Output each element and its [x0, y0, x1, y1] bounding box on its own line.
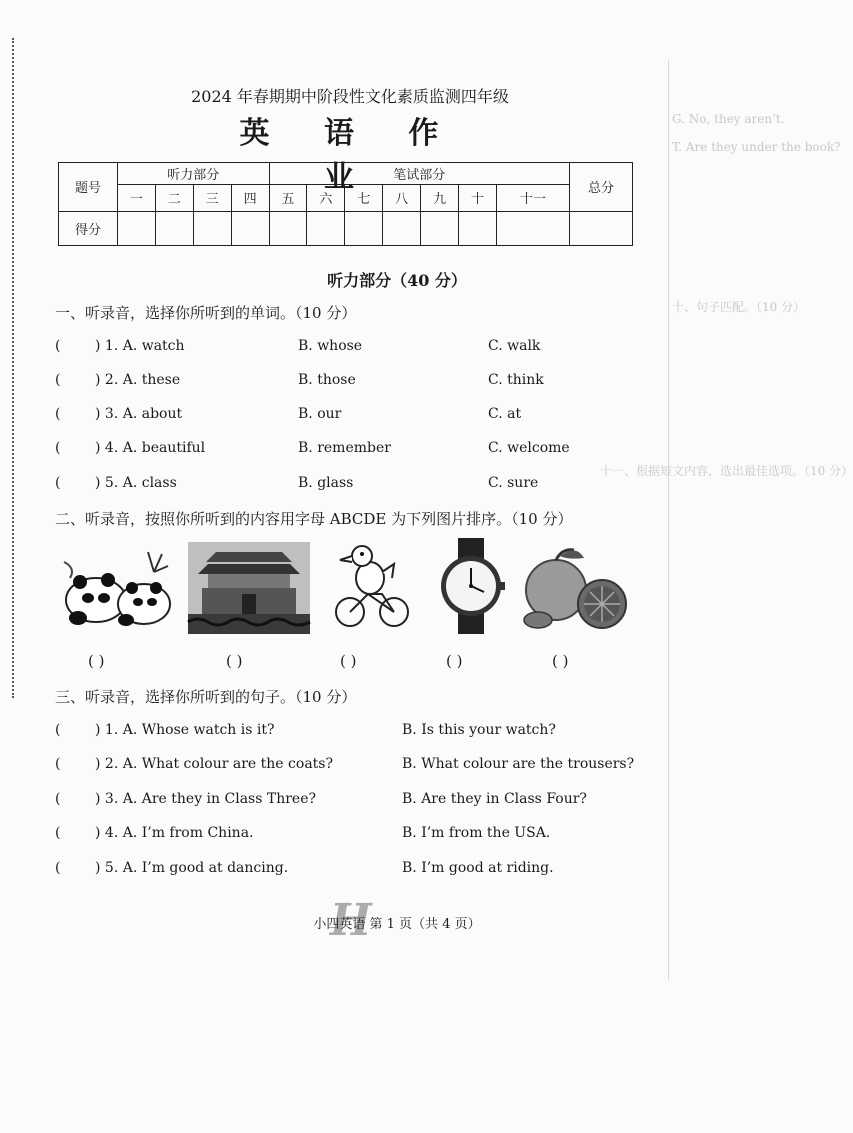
- answer-paren[interactable]: (: [55, 440, 61, 456]
- question-number: 四: [231, 185, 269, 211]
- option-a: ) 3. A. about: [95, 406, 183, 422]
- option-c: C. think: [488, 372, 544, 388]
- question-number: 一: [118, 185, 156, 211]
- picture-answer-blank[interactable]: ( ): [446, 652, 463, 670]
- question-number: 七: [345, 185, 383, 211]
- bleed-text: 十、句子匹配。（10 分）: [672, 300, 806, 314]
- score-cell[interactable]: [383, 211, 421, 245]
- bleed-text: T. Are they under the book?: [672, 140, 841, 154]
- sentence-row: [0, 791, 794, 813]
- panda-picture: [58, 542, 178, 630]
- written-part-header: 笔试部分: [269, 163, 569, 185]
- option-c: C. welcome: [488, 440, 570, 456]
- score-cell[interactable]: [193, 211, 231, 245]
- option-b: B. whose: [298, 338, 363, 354]
- binding-dotted-line: [12, 38, 14, 698]
- bleed-text: G. No, they aren’t.: [672, 112, 785, 126]
- question-row: [0, 440, 794, 462]
- answer-paren[interactable]: (: [55, 825, 61, 841]
- question-number: 十一: [496, 185, 569, 211]
- question-row: [0, 406, 794, 428]
- watch-picture: [436, 538, 506, 634]
- score-cell[interactable]: [231, 211, 269, 245]
- option-b: B. glass: [298, 475, 354, 491]
- section-2-title: 二、听录音，按照你所听到的内容用字母 ABCDE 为下列图片排序。（10 分）: [55, 510, 573, 528]
- sentence-row: [0, 825, 794, 847]
- picture-answer-blank[interactable]: ( ): [226, 652, 243, 670]
- option-c: C. walk: [488, 338, 541, 354]
- option-a: ) 4. A. I’m from China.: [95, 825, 254, 841]
- picture-answer-blank[interactable]: ( ): [552, 652, 569, 670]
- option-a: ) 4. A. beautiful: [95, 440, 206, 456]
- picture-answer-row: [0, 652, 794, 674]
- score-cell[interactable]: [155, 211, 193, 245]
- score-cell[interactable]: [459, 211, 497, 245]
- answer-paren[interactable]: (: [55, 791, 61, 807]
- question-number-label: 题号: [59, 163, 118, 212]
- orange-picture: [516, 544, 628, 632]
- picture-answer-blank[interactable]: ( ): [340, 652, 357, 670]
- page-title: 英 语 作 业: [239, 116, 461, 195]
- option-a: ) 3. A. Are they in Class Three?: [95, 791, 316, 807]
- option-a: ) 2. A. What colour are the coats?: [95, 756, 333, 772]
- sentence-row: [0, 722, 794, 744]
- bleed-text: 十一、根据短文内容，选出最佳选项。（10 分）: [600, 464, 853, 478]
- option-a: ) 5. A. I’m good at dancing.: [95, 860, 289, 876]
- section-1-title: 一、听录音，选择你所听到的单词。（10 分）: [55, 304, 357, 322]
- section-3-title: 三、听录音，选择你所听到的句子。（10 分）: [55, 688, 357, 706]
- answer-paren[interactable]: (: [55, 372, 61, 388]
- question-row: [0, 372, 794, 394]
- question-row: [0, 338, 794, 360]
- exam-header: 2024 年春期期中阶段性文化素质监测四年级: [191, 87, 509, 106]
- option-b: B. our: [298, 406, 342, 422]
- answer-paren[interactable]: (: [55, 475, 61, 491]
- answer-paren[interactable]: (: [55, 756, 61, 772]
- question-number: 三: [193, 185, 231, 211]
- page-mark-letter: H: [330, 895, 372, 946]
- total-score-cell[interactable]: [570, 211, 633, 245]
- option-a: ) 5. A. class: [95, 475, 177, 491]
- answer-paren[interactable]: (: [55, 722, 61, 738]
- option-b: B. Are they in Class Four?: [402, 791, 587, 807]
- option-c: C. sure: [488, 475, 539, 491]
- option-c: C. at: [488, 406, 522, 422]
- score-cell[interactable]: [118, 211, 156, 245]
- bird-riding-bike-picture: [332, 542, 412, 632]
- option-b: B. What colour are the trousers?: [402, 756, 635, 772]
- answer-paren[interactable]: (: [55, 406, 61, 422]
- score-cell[interactable]: [269, 211, 307, 245]
- score-table: [58, 162, 633, 246]
- option-b: B. I’m good at riding.: [402, 860, 554, 876]
- question-number: 八: [383, 185, 421, 211]
- score-cell[interactable]: [307, 211, 345, 245]
- question-number: 二: [155, 185, 193, 211]
- page-footer: 小四英语 第 1 页（共 4 页）: [313, 917, 481, 932]
- option-b: B. Is this your watch?: [402, 722, 556, 738]
- score-cell[interactable]: [496, 211, 569, 245]
- picture-answer-blank[interactable]: ( ): [88, 652, 105, 670]
- sentence-row: [0, 756, 794, 778]
- answer-paren[interactable]: (: [55, 860, 61, 876]
- score-cell[interactable]: [345, 211, 383, 245]
- option-b: B. I’m from the USA.: [402, 825, 551, 841]
- answer-paren[interactable]: (: [55, 338, 61, 354]
- total-score-header: 总分: [570, 163, 633, 212]
- option-a: ) 1. A. Whose watch is it?: [95, 722, 275, 738]
- option-b: B. remember: [298, 440, 391, 456]
- question-number: 九: [421, 185, 459, 211]
- option-a: ) 1. A. watch: [95, 338, 185, 354]
- question-number: 十: [459, 185, 497, 211]
- question-number: 六: [307, 185, 345, 211]
- picture-strip: [50, 538, 750, 638]
- sentence-row: [0, 860, 794, 882]
- option-b: B. those: [298, 372, 356, 388]
- listening-part-header: 听力部分: [118, 163, 270, 185]
- score-label: 得分: [59, 211, 118, 245]
- option-a: ) 2. A. these: [95, 372, 181, 388]
- question-row: [0, 475, 794, 497]
- listening-section-title: 听力部分（40 分）: [327, 271, 467, 290]
- score-cell[interactable]: [421, 211, 459, 245]
- tiananmen-picture: [188, 542, 310, 634]
- question-number: 五: [269, 185, 307, 211]
